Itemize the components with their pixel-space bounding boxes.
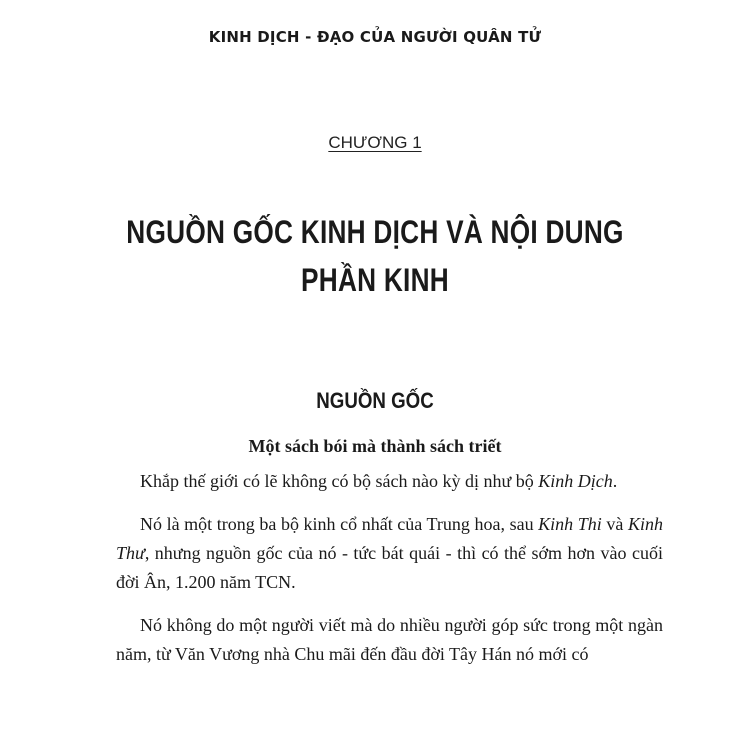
section-subheading: Một sách bói mà thành sách triết: [248, 436, 502, 456]
book-title-kinh-thu: Kinh Thư: [116, 514, 663, 563]
paragraph-3: [116, 611, 663, 669]
paragraph-1: [116, 467, 663, 496]
paragraph-2: [116, 510, 663, 597]
paragraph-1-end: .: [612, 471, 618, 491]
chapter-title-line-2: PHẦN KINH: [300, 262, 449, 298]
paragraph-1-text: Khắp thế giới có lẽ không có bộ sách nào kỳ dị như bộ: [140, 471, 539, 491]
book-title-kinh-dich: Kinh Dịch: [538, 471, 613, 491]
book-title-kinh-thi: Kinh Thi: [538, 514, 602, 534]
chapter-title-line-1: NGUỒN GỐC KINH DỊCH VÀ NỘI DUNG: [126, 214, 624, 250]
paragraph-3-text: Nó không do một người viết mà do nhiều người góp sức trong một ngàn năm, từ Văn Vương nhà Chu mãi đến đầu đời Tây Hán nó mới có: [116, 615, 663, 664]
section-heading: NGUỒN GỐC: [316, 388, 434, 413]
paragraph-2-conj: và: [601, 514, 628, 534]
paragraph-2-rest: , nhưng nguồn gốc của nó - tức bát quái - thì có thể sớm hơn vào cuối đời Ân, 1.200 năm TCN.: [116, 543, 663, 592]
running-header: KINH DỊCH - ĐẠO CỦA NGƯỜI QUÂN TỬ: [208, 28, 542, 46]
paragraph-2-text: Nó là một trong ba bộ kinh cổ nhất của Trung hoa, sau: [140, 514, 539, 534]
chapter-title: [68, 208, 683, 304]
chapter-label: CHƯƠNG 1: [328, 133, 422, 152]
body-text: [116, 467, 663, 683]
